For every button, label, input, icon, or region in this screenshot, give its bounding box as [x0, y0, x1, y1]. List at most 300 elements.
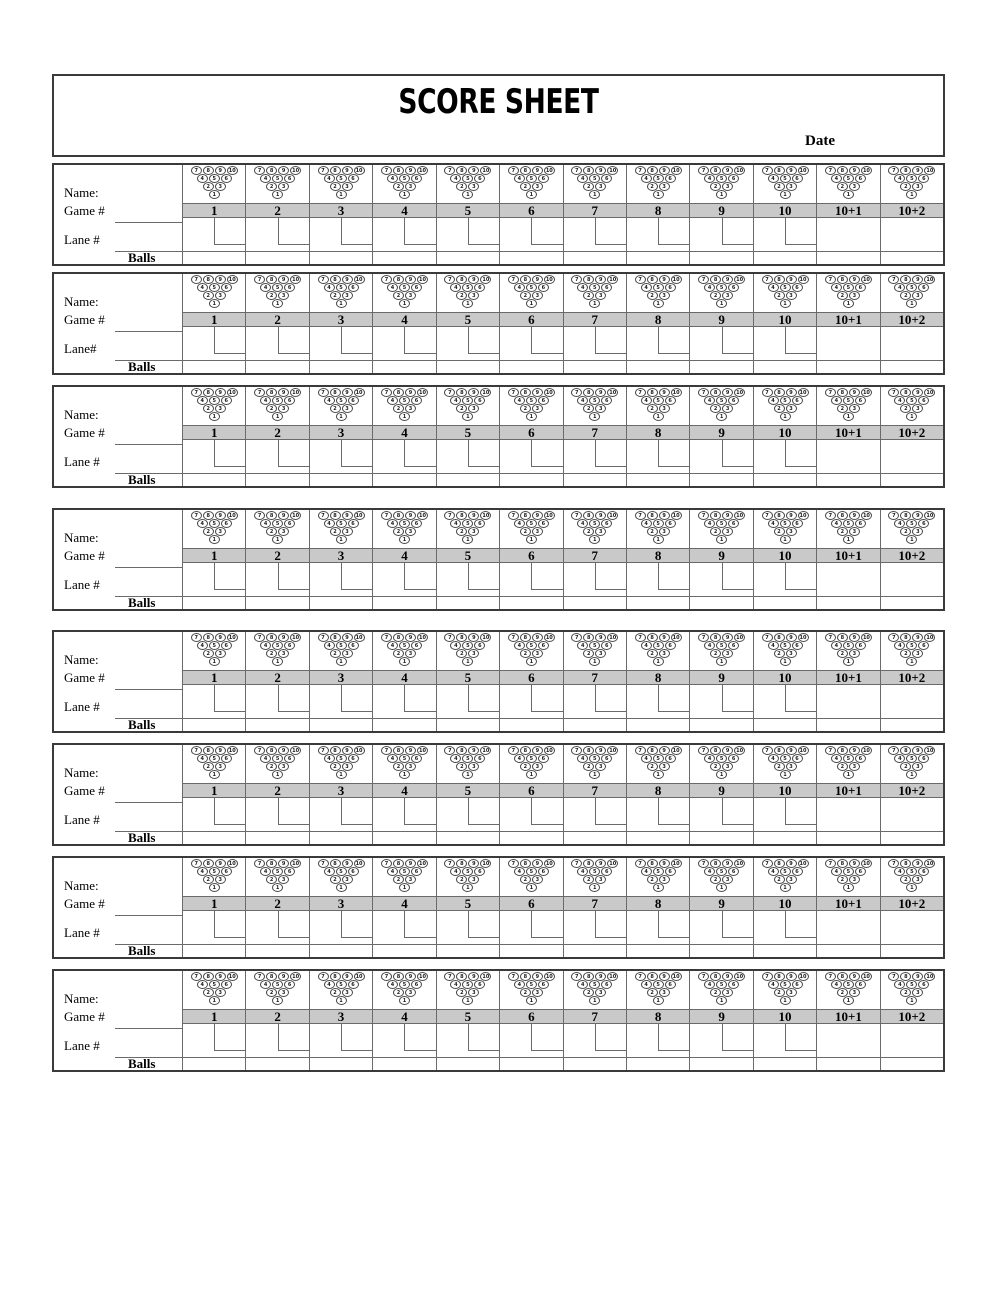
pin-7[interactable]: 7 [571, 972, 582, 981]
pin-7[interactable]: 7 [254, 388, 265, 397]
pin-2[interactable]: 2 [583, 762, 594, 771]
pin-7[interactable]: 7 [508, 388, 519, 397]
pin-3[interactable]: 3 [342, 527, 353, 536]
pin-1[interactable]: 1 [209, 883, 220, 892]
pin-6[interactable]: 6 [792, 283, 803, 292]
pin-9[interactable]: 9 [849, 859, 860, 868]
pin-1[interactable]: 1 [462, 883, 473, 892]
pin-7[interactable]: 7 [318, 166, 329, 175]
name-game-write-line[interactable] [115, 222, 183, 223]
pin-6[interactable]: 6 [792, 396, 803, 405]
second-ball-box[interactable] [595, 911, 626, 938]
pin-9[interactable]: 9 [659, 972, 670, 981]
pin-8[interactable]: 8 [330, 633, 341, 642]
score-area[interactable] [437, 798, 499, 844]
second-ball-box[interactable] [278, 1024, 309, 1051]
pin-7[interactable]: 7 [635, 859, 646, 868]
pin-8[interactable]: 8 [330, 746, 341, 755]
pin-7[interactable]: 7 [318, 972, 329, 981]
pin-5[interactable]: 5 [843, 867, 854, 876]
pin-4[interactable]: 4 [514, 396, 525, 405]
pin-5[interactable]: 5 [399, 754, 410, 763]
score-area[interactable] [183, 1024, 245, 1070]
pin-3[interactable]: 3 [532, 291, 543, 300]
pin-8[interactable]: 8 [456, 859, 467, 868]
pin-6[interactable]: 6 [474, 754, 485, 763]
pin-10[interactable]: 10 [544, 388, 555, 397]
pin-9[interactable]: 9 [595, 746, 606, 755]
score-area[interactable] [690, 911, 752, 957]
score-area[interactable] [437, 218, 499, 264]
score-area[interactable] [373, 1024, 435, 1070]
pin-3[interactable]: 3 [912, 649, 923, 658]
pin-7[interactable]: 7 [888, 972, 899, 981]
pin-7[interactable]: 7 [888, 746, 899, 755]
pin-2[interactable]: 2 [710, 988, 721, 997]
score-area[interactable] [373, 685, 435, 731]
pin-5[interactable]: 5 [843, 754, 854, 763]
pin-10[interactable]: 10 [861, 275, 872, 284]
pin-1[interactable]: 1 [780, 883, 791, 892]
pin-3[interactable]: 3 [215, 182, 226, 191]
score-area[interactable] [627, 440, 689, 486]
pin-7[interactable]: 7 [635, 746, 646, 755]
pin-6[interactable]: 6 [918, 641, 929, 650]
pin-1[interactable]: 1 [399, 996, 410, 1005]
score-area[interactable] [754, 327, 816, 373]
pin-5[interactable]: 5 [336, 396, 347, 405]
pin-4[interactable]: 4 [577, 174, 588, 183]
pin-1[interactable]: 1 [906, 996, 917, 1005]
pin-4[interactable]: 4 [260, 174, 271, 183]
pin-8[interactable]: 8 [456, 275, 467, 284]
pin-9[interactable]: 9 [722, 511, 733, 520]
pin-10[interactable]: 10 [354, 746, 365, 755]
pin-6[interactable]: 6 [221, 519, 232, 528]
pin-2[interactable]: 2 [330, 527, 341, 536]
pin-4[interactable]: 4 [387, 519, 398, 528]
pin-5[interactable]: 5 [843, 980, 854, 989]
pin-7[interactable]: 7 [762, 166, 773, 175]
second-ball-box[interactable] [595, 327, 626, 354]
second-ball-box[interactable] [214, 327, 245, 354]
pin-1[interactable]: 1 [526, 883, 537, 892]
score-area[interactable] [881, 218, 943, 252]
pin-9[interactable]: 9 [405, 633, 416, 642]
score-area[interactable] [310, 798, 372, 844]
pin-10[interactable]: 10 [798, 633, 809, 642]
pin-8[interactable]: 8 [266, 388, 277, 397]
pin-1[interactable]: 1 [716, 535, 727, 544]
pin-5[interactable]: 5 [589, 174, 600, 183]
pin-9[interactable]: 9 [532, 859, 543, 868]
pin-2[interactable]: 2 [393, 527, 404, 536]
pin-1[interactable]: 1 [272, 535, 283, 544]
pin-7[interactable]: 7 [508, 275, 519, 284]
pin-8[interactable]: 8 [330, 511, 341, 520]
pin-10[interactable]: 10 [607, 388, 618, 397]
bonus-ball-box[interactable] [817, 440, 879, 474]
pin-4[interactable]: 4 [387, 396, 398, 405]
pin-6[interactable]: 6 [792, 754, 803, 763]
pin-3[interactable]: 3 [595, 988, 606, 997]
score-area[interactable] [183, 798, 245, 844]
pin-7[interactable]: 7 [762, 859, 773, 868]
second-ball-box[interactable] [468, 218, 499, 245]
pin-8[interactable]: 8 [837, 859, 848, 868]
bonus-ball-box[interactable] [881, 1024, 943, 1058]
pin-5[interactable]: 5 [462, 283, 473, 292]
pin-8[interactable]: 8 [520, 633, 531, 642]
pin-3[interactable]: 3 [849, 291, 860, 300]
pin-1[interactable]: 1 [906, 299, 917, 308]
pin-6[interactable]: 6 [855, 519, 866, 528]
pin-7[interactable]: 7 [191, 633, 202, 642]
pin-2[interactable]: 2 [520, 291, 531, 300]
pin-9[interactable]: 9 [405, 275, 416, 284]
pin-3[interactable]: 3 [342, 291, 353, 300]
pin-4[interactable]: 4 [768, 867, 779, 876]
pin-7[interactable]: 7 [635, 275, 646, 284]
pin-1[interactable]: 1 [462, 770, 473, 779]
pin-5[interactable]: 5 [272, 641, 283, 650]
pin-2[interactable]: 2 [520, 988, 531, 997]
score-area[interactable] [183, 440, 245, 486]
pin-8[interactable]: 8 [774, 633, 785, 642]
score-area[interactable] [246, 327, 308, 373]
bonus-ball-box[interactable] [881, 218, 943, 252]
pin-8[interactable]: 8 [266, 511, 277, 520]
pin-9[interactable]: 9 [342, 972, 353, 981]
pin-4[interactable]: 4 [387, 641, 398, 650]
score-area[interactable] [754, 1024, 816, 1070]
pin-5[interactable]: 5 [336, 867, 347, 876]
pin-3[interactable]: 3 [595, 762, 606, 771]
pin-9[interactable]: 9 [659, 746, 670, 755]
pin-7[interactable]: 7 [571, 633, 582, 642]
score-area[interactable] [564, 911, 626, 957]
pin-10[interactable]: 10 [734, 746, 745, 755]
pin-5[interactable]: 5 [843, 283, 854, 292]
pin-10[interactable]: 10 [607, 511, 618, 520]
pin-7[interactable]: 7 [635, 972, 646, 981]
pin-3[interactable]: 3 [849, 404, 860, 413]
pin-3[interactable]: 3 [468, 875, 479, 884]
pin-3[interactable]: 3 [786, 988, 797, 997]
lane-balls-write-line[interactable] [115, 1057, 183, 1058]
pin-8[interactable]: 8 [647, 275, 658, 284]
score-area[interactable] [437, 911, 499, 957]
name-game-write-line[interactable] [115, 444, 183, 445]
pin-10[interactable]: 10 [924, 275, 935, 284]
pin-3[interactable]: 3 [532, 404, 543, 413]
pin-2[interactable]: 2 [266, 404, 277, 413]
pin-2[interactable]: 2 [837, 649, 848, 658]
pin-7[interactable]: 7 [254, 166, 265, 175]
pin-10[interactable]: 10 [480, 275, 491, 284]
pin-9[interactable]: 9 [215, 275, 226, 284]
pin-8[interactable]: 8 [520, 859, 531, 868]
pin-3[interactable]: 3 [215, 988, 226, 997]
pin-3[interactable]: 3 [405, 182, 416, 191]
pin-7[interactable]: 7 [381, 633, 392, 642]
pin-8[interactable]: 8 [774, 972, 785, 981]
pin-8[interactable]: 8 [583, 746, 594, 755]
pin-8[interactable]: 8 [266, 275, 277, 284]
pin-1[interactable]: 1 [843, 190, 854, 199]
pin-9[interactable]: 9 [659, 511, 670, 520]
pin-6[interactable]: 6 [348, 519, 359, 528]
pin-2[interactable]: 2 [774, 182, 785, 191]
name-game-write-line[interactable] [115, 567, 183, 568]
pin-5[interactable]: 5 [462, 980, 473, 989]
pin-2[interactable]: 2 [456, 404, 467, 413]
pin-8[interactable]: 8 [647, 972, 658, 981]
pin-7[interactable]: 7 [254, 859, 265, 868]
pin-4[interactable]: 4 [641, 283, 652, 292]
pin-6[interactable]: 6 [855, 641, 866, 650]
pin-1[interactable]: 1 [906, 657, 917, 666]
pin-4[interactable]: 4 [641, 174, 652, 183]
second-ball-box[interactable] [531, 798, 562, 825]
pin-5[interactable]: 5 [336, 283, 347, 292]
score-area[interactable] [690, 440, 752, 486]
pin-3[interactable]: 3 [405, 988, 416, 997]
pin-1[interactable]: 1 [336, 535, 347, 544]
pin-7[interactable]: 7 [888, 633, 899, 642]
pin-6[interactable]: 6 [855, 980, 866, 989]
pin-7[interactable]: 7 [191, 166, 202, 175]
second-ball-box[interactable] [658, 327, 689, 354]
pin-10[interactable]: 10 [417, 633, 428, 642]
pin-5[interactable]: 5 [462, 396, 473, 405]
pin-2[interactable]: 2 [710, 182, 721, 191]
pin-10[interactable]: 10 [290, 746, 301, 755]
pin-10[interactable]: 10 [544, 275, 555, 284]
pin-3[interactable]: 3 [468, 291, 479, 300]
score-area[interactable] [564, 563, 626, 609]
score-area[interactable] [310, 218, 372, 264]
pin-4[interactable]: 4 [704, 174, 715, 183]
pin-5[interactable]: 5 [716, 283, 727, 292]
bonus-ball-box[interactable] [817, 218, 879, 252]
pin-9[interactable]: 9 [342, 388, 353, 397]
pin-2[interactable]: 2 [900, 988, 911, 997]
second-ball-box[interactable] [341, 685, 372, 712]
lane-balls-write-line[interactable] [115, 251, 183, 252]
pin-4[interactable]: 4 [894, 396, 905, 405]
score-area[interactable] [373, 911, 435, 957]
pin-8[interactable]: 8 [710, 166, 721, 175]
pin-9[interactable]: 9 [532, 166, 543, 175]
score-area[interactable] [500, 911, 562, 957]
pin-4[interactable]: 4 [641, 980, 652, 989]
pin-3[interactable]: 3 [278, 988, 289, 997]
pin-2[interactable]: 2 [203, 762, 214, 771]
pin-4[interactable]: 4 [704, 283, 715, 292]
pin-8[interactable]: 8 [710, 388, 721, 397]
pin-1[interactable]: 1 [843, 299, 854, 308]
bonus-ball-box[interactable] [817, 685, 879, 719]
pin-6[interactable]: 6 [918, 396, 929, 405]
pin-1[interactable]: 1 [336, 883, 347, 892]
pin-10[interactable]: 10 [290, 388, 301, 397]
pin-4[interactable]: 4 [450, 980, 461, 989]
pin-5[interactable]: 5 [906, 396, 917, 405]
pin-2[interactable]: 2 [647, 762, 658, 771]
pin-3[interactable]: 3 [215, 649, 226, 658]
pin-4[interactable]: 4 [831, 519, 842, 528]
pin-7[interactable]: 7 [825, 859, 836, 868]
pin-6[interactable]: 6 [411, 519, 422, 528]
pin-7[interactable]: 7 [191, 746, 202, 755]
pin-1[interactable]: 1 [462, 535, 473, 544]
bonus-ball-box[interactable] [817, 327, 879, 361]
second-ball-box[interactable] [341, 911, 372, 938]
pin-4[interactable]: 4 [260, 396, 271, 405]
pin-1[interactable]: 1 [589, 657, 600, 666]
pin-4[interactable]: 4 [450, 519, 461, 528]
pin-7[interactable]: 7 [444, 275, 455, 284]
pin-4[interactable]: 4 [260, 980, 271, 989]
pin-4[interactable]: 4 [577, 754, 588, 763]
pin-4[interactable]: 4 [450, 396, 461, 405]
score-area[interactable] [183, 685, 245, 731]
pin-4[interactable]: 4 [514, 283, 525, 292]
pin-4[interactable]: 4 [387, 174, 398, 183]
second-ball-box[interactable] [531, 685, 562, 712]
pin-2[interactable]: 2 [393, 988, 404, 997]
pin-9[interactable]: 9 [405, 166, 416, 175]
pin-7[interactable]: 7 [254, 972, 265, 981]
bonus-ball-box[interactable] [817, 1024, 879, 1058]
pin-8[interactable]: 8 [456, 511, 467, 520]
score-area[interactable] [690, 327, 752, 373]
pin-2[interactable]: 2 [203, 182, 214, 191]
pin-4[interactable]: 4 [768, 396, 779, 405]
pin-10[interactable]: 10 [924, 166, 935, 175]
pin-8[interactable]: 8 [583, 275, 594, 284]
pin-1[interactable]: 1 [399, 770, 410, 779]
pin-6[interactable]: 6 [411, 174, 422, 183]
pin-8[interactable]: 8 [710, 633, 721, 642]
pin-7[interactable]: 7 [254, 633, 265, 642]
second-ball-box[interactable] [468, 911, 499, 938]
pin-6[interactable]: 6 [348, 980, 359, 989]
second-ball-box[interactable] [404, 327, 435, 354]
pin-1[interactable]: 1 [716, 996, 727, 1005]
pin-9[interactable]: 9 [532, 633, 543, 642]
pin-7[interactable]: 7 [381, 746, 392, 755]
pin-1[interactable]: 1 [653, 657, 664, 666]
pin-4[interactable]: 4 [641, 754, 652, 763]
pin-4[interactable]: 4 [831, 174, 842, 183]
pin-10[interactable]: 10 [734, 633, 745, 642]
second-ball-box[interactable] [595, 685, 626, 712]
pin-4[interactable]: 4 [324, 396, 335, 405]
pin-2[interactable]: 2 [266, 988, 277, 997]
pin-10[interactable]: 10 [354, 972, 365, 981]
pin-9[interactable]: 9 [278, 511, 289, 520]
pin-5[interactable]: 5 [843, 519, 854, 528]
pin-3[interactable]: 3 [659, 182, 670, 191]
pin-4[interactable]: 4 [514, 641, 525, 650]
pin-8[interactable]: 8 [900, 972, 911, 981]
pin-1[interactable]: 1 [399, 412, 410, 421]
pin-4[interactable]: 4 [704, 980, 715, 989]
pin-10[interactable]: 10 [671, 388, 682, 397]
pin-6[interactable]: 6 [538, 396, 549, 405]
pin-10[interactable]: 10 [354, 511, 365, 520]
pin-3[interactable]: 3 [342, 988, 353, 997]
pin-4[interactable]: 4 [894, 980, 905, 989]
score-area[interactable] [817, 911, 879, 945]
pin-7[interactable]: 7 [825, 633, 836, 642]
pin-2[interactable]: 2 [774, 649, 785, 658]
pin-8[interactable]: 8 [837, 972, 848, 981]
pin-8[interactable]: 8 [900, 388, 911, 397]
pin-9[interactable]: 9 [468, 275, 479, 284]
pin-8[interactable]: 8 [583, 633, 594, 642]
pin-9[interactable]: 9 [278, 388, 289, 397]
pin-7[interactable]: 7 [571, 275, 582, 284]
pin-4[interactable]: 4 [831, 641, 842, 650]
pin-4[interactable]: 4 [324, 519, 335, 528]
pin-9[interactable]: 9 [786, 746, 797, 755]
pin-9[interactable]: 9 [405, 511, 416, 520]
pin-4[interactable]: 4 [197, 519, 208, 528]
pin-6[interactable]: 6 [411, 396, 422, 405]
second-ball-box[interactable] [531, 440, 562, 467]
pin-7[interactable]: 7 [381, 388, 392, 397]
pin-2[interactable]: 2 [837, 291, 848, 300]
score-area[interactable] [881, 327, 943, 361]
second-ball-box[interactable] [278, 440, 309, 467]
pin-7[interactable]: 7 [825, 275, 836, 284]
pin-1[interactable]: 1 [906, 770, 917, 779]
pin-1[interactable]: 1 [906, 535, 917, 544]
pin-6[interactable]: 6 [728, 283, 739, 292]
pin-10[interactable]: 10 [734, 388, 745, 397]
lane-balls-write-line[interactable] [115, 831, 183, 832]
pin-10[interactable]: 10 [544, 746, 555, 755]
pin-2[interactable]: 2 [647, 291, 658, 300]
pin-7[interactable]: 7 [635, 633, 646, 642]
score-area[interactable] [500, 218, 562, 264]
pin-4[interactable]: 4 [514, 519, 525, 528]
pin-2[interactable]: 2 [456, 988, 467, 997]
pin-2[interactable]: 2 [203, 649, 214, 658]
pin-3[interactable]: 3 [215, 875, 226, 884]
pin-9[interactable]: 9 [595, 275, 606, 284]
pin-1[interactable]: 1 [272, 190, 283, 199]
pin-8[interactable]: 8 [203, 972, 214, 981]
pin-7[interactable]: 7 [444, 746, 455, 755]
pin-5[interactable]: 5 [906, 641, 917, 650]
pin-9[interactable]: 9 [722, 388, 733, 397]
score-area[interactable] [754, 911, 816, 957]
pin-4[interactable]: 4 [704, 867, 715, 876]
pin-1[interactable]: 1 [272, 657, 283, 666]
pin-6[interactable]: 6 [221, 396, 232, 405]
second-ball-box[interactable] [658, 440, 689, 467]
pin-1[interactable]: 1 [526, 299, 537, 308]
pin-5[interactable]: 5 [906, 754, 917, 763]
pin-7[interactable]: 7 [571, 511, 582, 520]
pin-10[interactable]: 10 [734, 511, 745, 520]
pin-10[interactable]: 10 [290, 859, 301, 868]
pin-5[interactable]: 5 [716, 867, 727, 876]
